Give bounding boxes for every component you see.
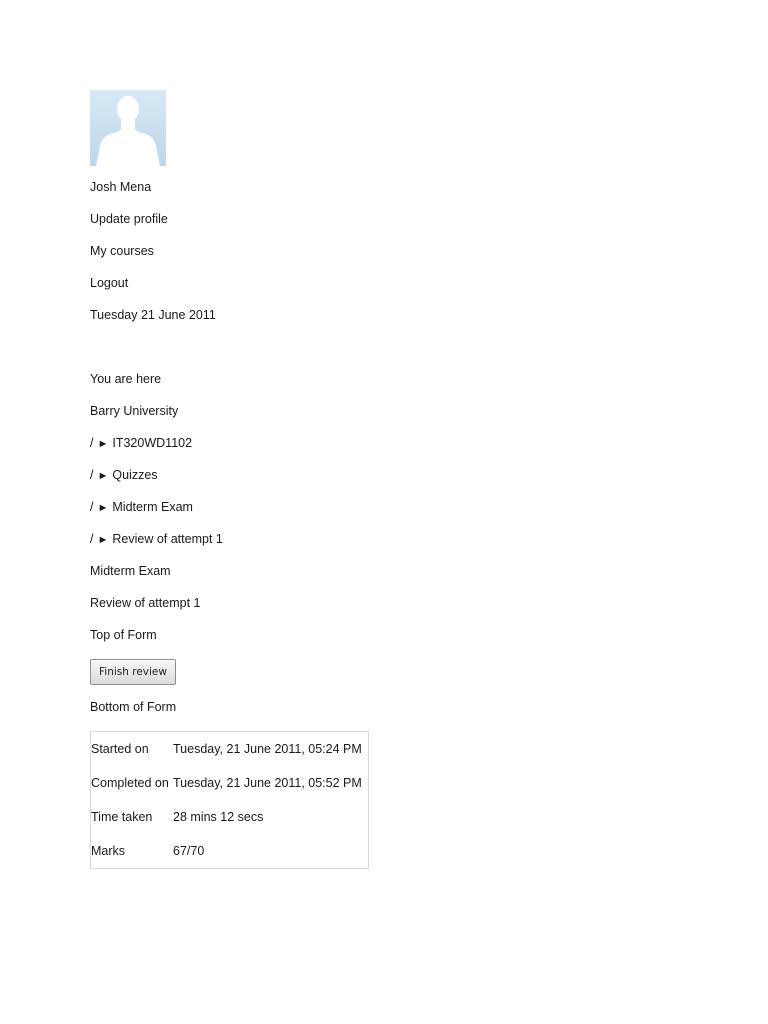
breadcrumb-separator: /: [90, 436, 94, 450]
table-row: [91, 834, 369, 869]
breadcrumb-item-course: [90, 435, 690, 451]
breadcrumb-arrow-icon: ►: [97, 534, 109, 546]
my-courses-link[interactable]: My courses: [90, 244, 154, 258]
breadcrumb-separator: /: [90, 532, 94, 546]
top-of-form-label: Top of Form: [90, 628, 157, 642]
breadcrumb-arrow-icon: ►: [97, 502, 109, 514]
quiz-title: Midterm Exam: [90, 564, 171, 578]
bottom-of-form-label: Bottom of Form: [90, 700, 177, 714]
breadcrumb-item-review: [90, 531, 690, 547]
summary-value-time-taken: 28 mins 12 secs: [173, 810, 264, 824]
attempt-summary-table: [90, 731, 369, 869]
breadcrumb-separator: /: [90, 468, 94, 482]
finish-review-button[interactable]: Finish review: [90, 659, 176, 685]
breadcrumb-quizzes-link[interactable]: Quizzes: [112, 468, 158, 482]
summary-value-completed: Tuesday, 21 June 2011, 05:52 PM: [173, 776, 362, 790]
user-avatar-icon[interactable]: [90, 90, 166, 166]
breadcrumb-separator: /: [90, 500, 94, 514]
summary-label-marks: Marks: [91, 844, 126, 858]
breadcrumb-label: You are here: [90, 372, 162, 386]
table-row: [91, 766, 369, 800]
breadcrumb-item-exam: [90, 499, 690, 515]
spacer: [90, 339, 690, 371]
summary-label-time-taken: Time taken: [91, 810, 153, 824]
table-row: [91, 800, 369, 834]
summary-label-started: Started on: [91, 742, 149, 756]
attempt-subtitle: Review of attempt 1: [90, 596, 201, 610]
summary-value-marks: 67/70: [173, 844, 205, 858]
update-profile-link[interactable]: Update profile: [90, 212, 168, 226]
breadcrumb-root-link[interactable]: Barry University: [90, 404, 179, 418]
user-name: Josh Mena: [90, 180, 152, 194]
breadcrumb-current-review: Review of attempt 1: [112, 532, 223, 546]
current-date: Tuesday 21 June 2011: [90, 308, 216, 322]
summary-label-completed: Completed on: [91, 776, 169, 790]
page-content: [90, 90, 690, 869]
logout-link[interactable]: Logout: [90, 276, 129, 290]
breadcrumb-item-quizzes: [90, 467, 690, 483]
summary-value-started: Tuesday, 21 June 2011, 05:24 PM: [173, 742, 362, 756]
breadcrumb-course-link[interactable]: IT320WD1102: [112, 436, 193, 450]
breadcrumb-arrow-icon: ►: [97, 470, 109, 482]
table-row: [91, 732, 369, 767]
breadcrumb-arrow-icon: ►: [97, 438, 109, 450]
breadcrumb-exam-link[interactable]: Midterm Exam: [112, 500, 193, 514]
